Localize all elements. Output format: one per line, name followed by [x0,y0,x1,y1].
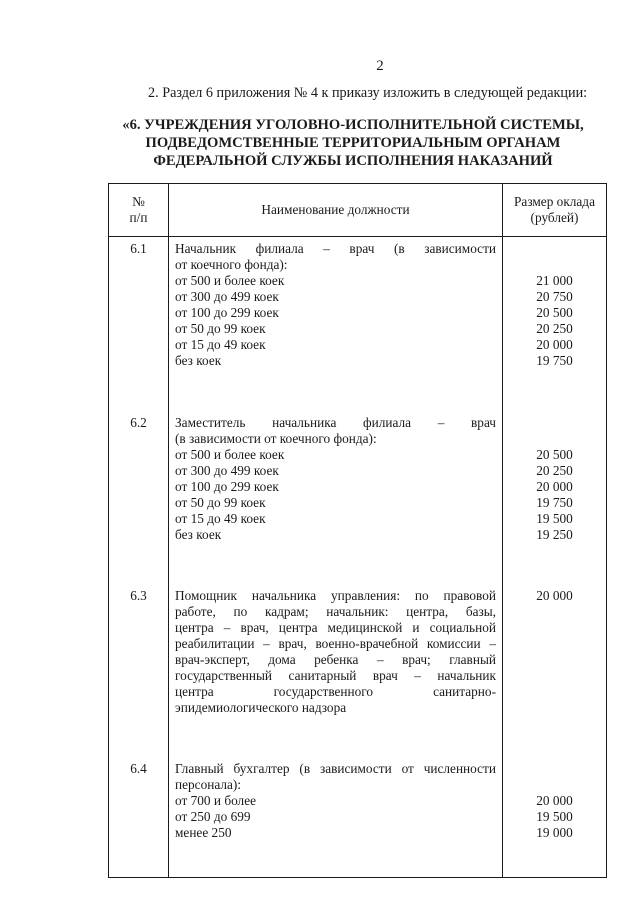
position-title-line: центра – врач, центра медицинской и социальной [175,619,496,635]
bed-range-label: от 250 до 699 [175,809,251,825]
bed-range-label: от 50 до 99 коек [175,494,266,510]
page-number: 2 [376,58,384,74]
salary-spacer [505,652,604,668]
filler-cell [109,875,169,878]
salary-value: 19 750 [536,494,573,510]
table-row [109,237,607,411]
salary-spacer [505,777,604,793]
position-name-cell [169,584,503,757]
bed-range-label: от 300 до 499 коек [175,462,279,478]
salary-value: 19 500 [536,510,573,526]
row-number: 6.1 [109,237,169,411]
bed-range-label: от 100 до 299 коек [175,478,279,494]
position-title-line: от коечного фонда): [175,257,288,272]
bed-range-label: от 300 до 499 коек [175,289,279,304]
salary-spacer [505,241,604,257]
header-salary [503,184,607,237]
header-number-line: п/п [129,210,148,225]
bed-range-label: без коек [175,353,222,368]
row-number: 6.2 [109,411,169,584]
table-row [109,584,607,757]
salary-cell [503,584,607,757]
salary-value: 19 250 [536,526,573,542]
salary-value: 19 750 [536,353,573,368]
bed-range-label: без коек [175,526,222,542]
heading-line: «6. УЧРЕЖДЕНИЯ УГОЛОВНО-ИСПОЛНИТЕЛЬНОЙ СИСТЕМЫ, [122,117,584,133]
salary-value: 19 000 [536,825,573,841]
salary-value: 20 500 [536,305,573,320]
position-title-line: работе, по кадрам; начальник: центра, базы, [175,603,496,619]
position-title-line: государственный санитарный врач – начальник [175,667,496,683]
header-salary-line: Размер оклада [514,194,595,209]
table-body [109,237,607,878]
salary-cell [503,237,607,411]
salary-spacer [505,684,604,700]
position-name-cell [169,411,503,584]
bed-range-label: менее 250 [175,825,232,841]
salary-cell [503,757,607,874]
salary-spacer [505,604,604,620]
header-salary-line: (рублей) [530,210,579,225]
position-title-line: персонала): [175,777,242,793]
salary-cell [503,411,607,584]
position-title-line: центра государственного санитарно- [175,683,496,699]
header-number-line: № [132,194,145,209]
table-header-row [109,184,607,237]
salary-value: 20 250 [536,462,573,478]
heading-line: ПОДВЕДОМСТВЕННЫЕ ТЕРРИТОРИАЛЬНЫМ ОРГАНАМ [145,135,561,151]
position-name-cell [169,237,503,411]
salary-value: 21 000 [536,273,573,288]
position-title-line: врач-эксперт, дома ребенка – врач; главный [175,651,496,667]
salary-spacer [505,431,604,447]
salary-value: 20 250 [536,321,573,336]
intro-paragraph: 2. Раздел 6 приложения № 4 к приказу изложить в следующей редакции: [148,85,588,101]
position-title-line: Начальник филиала – врач (в зависимости [175,241,496,256]
positions-table [108,183,607,878]
bed-range-label: от 100 до 299 коек [175,305,279,320]
bed-range-label: от 500 и более коек [175,273,285,288]
salary-value: 20 000 [536,587,573,603]
salary-value: 20 000 [536,337,573,352]
salary-value: 20 750 [536,289,573,304]
position-title-line: Главный бухгалтер (в зависимости от численности [175,761,496,777]
salary-value: 20 500 [536,446,573,462]
salary-spacer [505,257,604,273]
bed-range-label: от 50 до 99 коек [175,321,266,336]
filler-cell [503,875,607,878]
bed-range-label: от 700 и более [175,793,256,809]
position-title-line: (в зависимости от коечного фонда): [175,430,377,446]
salary-spacer [505,636,604,652]
position-title-line: Помощник начальника управления: по правовой [175,587,496,603]
salary-value: 20 000 [536,478,573,494]
header-position-name: Наименование должности [169,184,503,237]
row-number: 6.4 [109,757,169,874]
table-row [109,757,607,874]
salary-spacer [505,761,604,777]
salary-spacer [505,668,604,684]
table-row [109,411,607,584]
section-heading [108,116,598,170]
salary-spacer [505,620,604,636]
bed-range-label: от 500 и более коек [175,446,285,462]
filler-cell [169,875,503,878]
heading-line: ФЕДЕРАЛЬНОЙ СЛУЖБЫ ИСПОЛНЕНИЯ НАКАЗАНИЙ [153,153,553,169]
bed-range-label: от 15 до 49 коек [175,510,266,526]
table-filler-row [109,875,607,878]
bed-range-label: от 15 до 49 коек [175,337,266,352]
salary-value: 19 500 [536,809,573,825]
position-name-cell [169,757,503,874]
salary-spacer [505,700,604,716]
salary-value: 20 000 [536,793,573,809]
header-number [109,184,169,237]
salary-spacer [505,415,604,431]
position-title-line: эпидемиологического надзора [175,699,347,715]
position-title-line: реабилитации – врач, военно-врачебной комиссии – [175,635,496,651]
position-title-line: Заместитель начальника филиала – врач [175,414,496,430]
row-number: 6.3 [109,584,169,757]
